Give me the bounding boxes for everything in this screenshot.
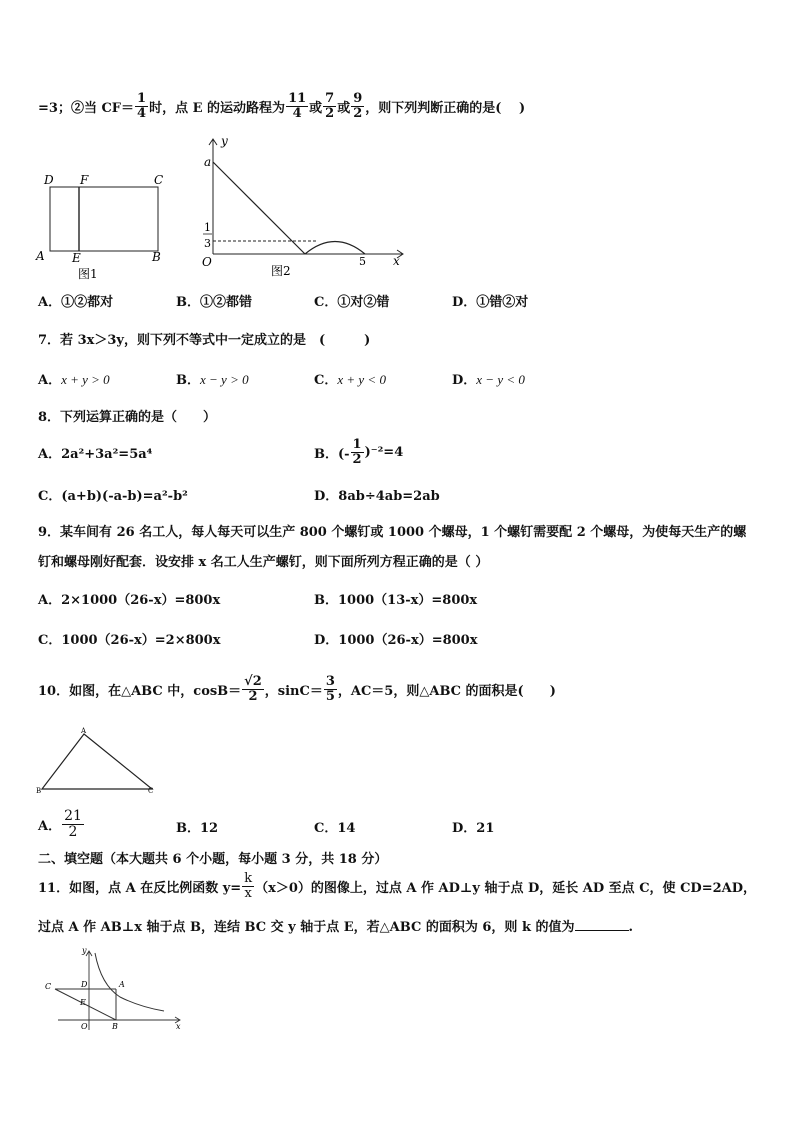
fraction-cf: $\frac{1}{4}$ [137, 90, 147, 121]
label-C: C [154, 173, 164, 187]
origin-O: O [81, 1022, 88, 1031]
label-B: B [152, 250, 161, 264]
tick-one-third-num: 1 [204, 221, 211, 234]
fraction-9-2: $\frac{9}{2}$ [353, 90, 363, 121]
q8-option-b: B．(- $\frac{1}{2}$ )⁻²=4 [314, 436, 404, 467]
q9-option-d: D．1000（26-x）=800x [314, 633, 478, 648]
section-heading-fill-in: 二、填空题（本大题共 6 个小题，每小题 3 分，共 18 分） [38, 852, 388, 867]
q9-stem-line2: 钉和螺母刚好配套．设安排 x 名工人生产螺钉，则下面所列方程正确的是（ ） [38, 555, 489, 570]
label-E: E [80, 998, 86, 1007]
q9-option-c: C．1000（26-x）=2×800x [38, 633, 221, 648]
fraction-11-4: $\frac{11}{4}$ [288, 90, 307, 121]
q9-option-b: B．1000（13-x）=800x [314, 593, 478, 608]
label-E: E [72, 251, 81, 265]
q9-option-a: A．2×1000（26-x）=800x [38, 593, 221, 608]
q7-option-b: B．x − y > 0 [176, 372, 249, 388]
q10-option-a: A． $\frac{21}{2}$ [38, 807, 82, 840]
figure-1-rectangle [30, 168, 180, 283]
q8-option-d: D．8ab÷4ab=2ab [314, 489, 440, 504]
label-A: A [81, 727, 87, 735]
figure-triangle-abc [34, 724, 159, 794]
fraction-7-2: $\frac{7}{2}$ [325, 90, 335, 121]
label-A: A [119, 980, 125, 989]
answer-blank[interactable] [575, 918, 629, 931]
q10-stem: 10．如图，在△ABC 中，cosB＝ $\frac{√2}{2}$ ，sinC＝ $\frac{3}{5}$ ，AC＝5，则△ABC 的面积是( ) [38, 673, 556, 704]
label-B: B [36, 787, 42, 794]
label-B: B [112, 1022, 118, 1031]
q7-option-c: C．x + y < 0 [314, 372, 386, 388]
figure-1-caption: 图1 [78, 267, 98, 281]
q6-stem: =3；②当 CF＝ $\frac{1}{4}$ 时，点 E 的运动路程为 $\frac{11}{4}$ 或 $\frac{7}{2}$ 或 $\frac{9}{2}$ ，则下列判断正确的是( ) [38, 90, 526, 121]
q8-option-a: A．2a²+3a²=5a⁴ [38, 447, 153, 462]
fraction-sqrt2-2: $\frac{√2}{2}$ [244, 673, 262, 704]
tick-one-third-den: 3 [204, 237, 211, 250]
q11-stem-line2: 过点 A 作 AB⊥x 轴于点 B，连结 BC 交 y 轴于点 E，若△ABC 的面积为 6，则 k 的值为 . [38, 920, 634, 935]
figure-q11-graph [38, 945, 188, 1033]
axis-label-x: x [176, 1022, 181, 1031]
fraction-1-2: $\frac{1}{2}$ [352, 436, 362, 467]
q7-option-d: D．x − y < 0 [452, 372, 525, 388]
fraction-3-5: $\frac{3}{5}$ [325, 673, 335, 704]
q8-stem: 8．下列运算正确的是（ ） [38, 410, 217, 425]
q10-option-c: C．14 [314, 821, 356, 836]
q8-option-c: C．(a+b)(-a-b)=a²-b² [38, 489, 188, 504]
label-F: F [80, 173, 89, 187]
q11-stem-line1: 11．如图，点 A 在反比例函数 y= $\frac{k}{x}$ （x＞0）的图像上，过点 A 作 AD⊥y 轴于点 D，延长 AD 至点 C，使 CD=2AD， [38, 870, 757, 901]
fraction-k-x: $\frac{k}{x}$ [244, 870, 253, 901]
label-C: C [45, 982, 52, 991]
label-C: C [148, 787, 154, 794]
q10-option-b: B．12 [176, 821, 219, 836]
label-A: A [36, 249, 45, 263]
label-D: D [44, 173, 54, 187]
q6-option-b: B．①②都错 [176, 295, 252, 310]
fraction-21-2: $\frac{21}{2}$ [64, 807, 82, 840]
axis-label-y: y [221, 134, 228, 148]
axis-label-x: x [393, 254, 400, 268]
label-a: a [204, 155, 212, 169]
q6-option-c: C．①对②错 [314, 295, 390, 310]
tick-5: 5 [359, 255, 366, 268]
q7-stem: 7．若 3x＞3y，则下列不等式中一定成立的是 ( ) [38, 333, 371, 348]
origin-O: O [202, 255, 212, 269]
figure-2-graph [195, 133, 410, 281]
q6-option-d: D．①错②对 [452, 295, 529, 310]
label-D: D [81, 980, 88, 989]
q6-option-a: A．①②都对 [38, 295, 114, 310]
figure-2-caption: 图2 [271, 264, 291, 278]
q9-stem-line1: 9．某车间有 26 名工人，每人每天可以生产 800 个螺钉或 1000 个螺母，1 个螺钉需要配 2 个螺母，为使每天生产的螺 [38, 525, 747, 540]
q10-option-d: D．21 [452, 821, 495, 836]
axis-label-y: y [82, 946, 87, 955]
q7-option-a: A．x + y > 0 [38, 372, 110, 388]
